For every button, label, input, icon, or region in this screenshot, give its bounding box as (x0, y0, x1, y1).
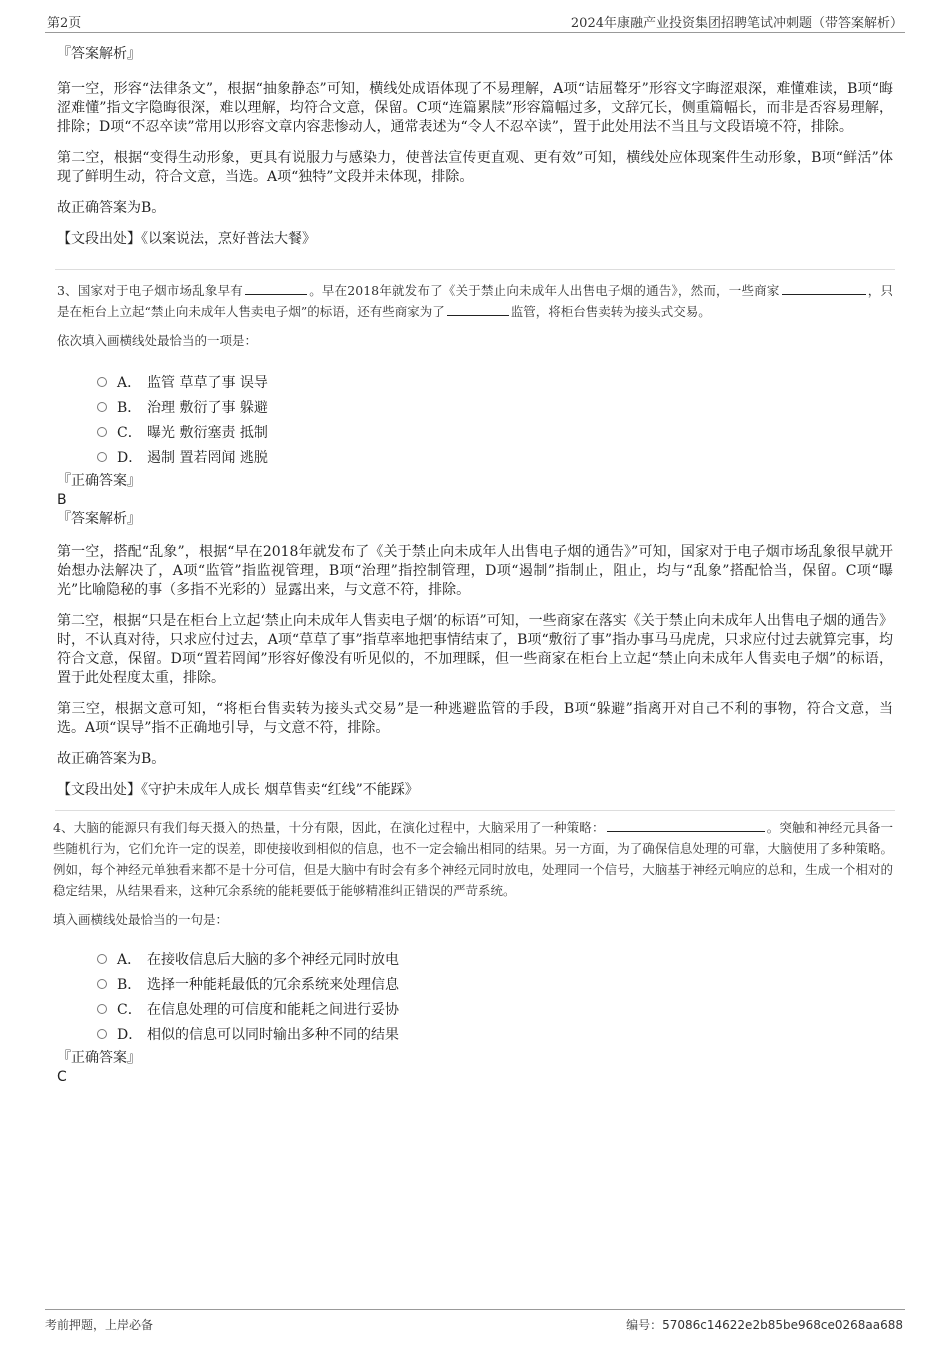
option-b[interactable]: B． 选择一种能耗最低的冗余系统来处理信息 (97, 971, 893, 996)
document-code (626, 1316, 903, 1333)
code-label: 编号： (626, 1318, 663, 1332)
blank-line (245, 282, 307, 295)
q4-section (53, 817, 893, 1086)
analysis-paragraph: 第一空，搭配“乱象”，根据“早在2018年就发布了《关于禁止向未成年人出售电子烟的通告》”可知，国家对于电子烟市场乱象很早就开始想办法解决了，A项“监管”指监视管理，B项“治理”指控制管理，D项“遏制”指制止，阻止，均与“乱象”搭配恰当，保留。C项“曝光”比喻隐秘的事（多指不光彩的）显露出来，与文意不符，排除。 (57, 544, 893, 598)
answer-label: 『正确答案』 (57, 473, 141, 489)
radio-icon[interactable] (97, 954, 107, 964)
analysis-paragraph: 第三空，根据文意可知，“将柜台售卖转为接头式交易”是一种逃避监管的手段，B项“躲避”指离开对自己不利的事物，符合文意，当选。A项“误导”指不正确地引导，与文意不符，排除。 (57, 701, 893, 736)
question-text: 3、国家对于电子烟市场乱象早有 。早在2018年就发布了《关于禁止向未成年人出售电子烟的通告》，然而，一些商家 ，只是在柜台上立起“禁止向未成年人售卖电子烟”的标语，还有些商家为了 监管，将柜台售卖转为接头式交易。 (57, 283, 893, 319)
answer-label: 『正确答案』 (57, 1050, 141, 1066)
blank-line (607, 819, 765, 832)
option-b[interactable]: B． 治理 敷衍了事 躲避 (97, 394, 893, 419)
radio-icon[interactable] (97, 402, 107, 412)
document-title: 2024年康融产业投资集团招聘笔试冲刺题（带答案解析） (570, 16, 903, 31)
source-citation: 【文段出处】《以案说法，烹好普法大餐》 (57, 231, 316, 247)
option-a[interactable]: A． 监管 草草了事 误导 (97, 369, 893, 394)
radio-icon[interactable] (97, 1029, 107, 1039)
question-text: 4、大脑的能源只有我们每天摄入的热量，十分有限，因此，在演化过程中，大脑采用了一种策略： 。突触和神经元具备一些随机行为，它们允许一定的误差，即使接收到相似的信息，也不一定会输出相同的结果。另一方面，为了确保信息处理的可靠，大脑使用了多种策略。例如，每个神经元单独看来都不是十分可信，但是大脑中有时会有多个神经元同时放电，处理同一个信号，大脑基于神经元响应的总和，生成一个相对的稳定结果，从结果看来，这种冗余系统的能耗要低于能够精准纠正错误的严苛系统。 (53, 820, 893, 898)
analysis-paragraph: 第二空，根据“变得生动形象，更具有说服力与感染力，使普法宣传更直观、更有效”可知，横线处应体现案件生动形象，B项“鲜活”体现了鲜明生动，符合文意，当选。A项“独特”文段并未体现，排除。 (57, 150, 893, 185)
section-divider (55, 269, 895, 270)
correct-answer: C (57, 1069, 67, 1085)
analysis-label: 『答案解析』 (57, 46, 141, 62)
page-footer (45, 1309, 905, 1335)
blank-line (447, 303, 509, 316)
analysis-conclusion: 故正确答案为B。 (57, 751, 166, 767)
correct-answer: B (57, 492, 67, 508)
option-c[interactable]: C． 曝光 敷衍塞责 抵制 (97, 419, 893, 444)
analysis-paragraph: 第二空，根据“只是在柜台上立起‘禁止向未成年人售卖电子烟’的标语”可知，一些商家在落实《关于禁止向未成年人出售电子烟的通告》时，不认真对待，只求应付过去，A项“草草了事”指草率地把事情结束了，B项“敷衍了事”指办事马马虎虎，只求应付过去就算完事，均符合文意，保留。D项“置若罔闻”形容好像没有听见似的，不加理睬，但一些商家在柜台上立起“禁止向未成年人售卖电子烟”的标语，置于此处程度太重，排除。 (57, 613, 893, 686)
section-divider (55, 810, 895, 811)
analysis-paragraph: 第一空，形容“法律条文”，根据“抽象静态”可知，横线处成语体现了不易理解，A项“诘屈聱牙”形容文字晦涩艰深，难懂难读，B项“晦涩难懂”指文字隐晦很深，难以理解，均符合文意，保留。C项“连篇累牍”形容篇幅过多，文辞冗长，侧重篇幅长，而非是否容易理解，排除；D项“不忍卒读”常用以形容文章内容悲惨动人，通常表述为“令人不忍卒读”，置于此处用法不当且与文段语境不符，排除。 (57, 81, 893, 135)
option-a[interactable]: A． 在接收信息后大脑的多个神经元同时放电 (97, 946, 893, 971)
radio-icon[interactable] (97, 427, 107, 437)
question-prompt: 依次填入画横线处最恰当的一项是： (57, 333, 258, 348)
option-d[interactable]: D． 遏制 置若罔闻 逃脱 (97, 444, 893, 469)
option-d[interactable]: D． 相似的信息可以同时输出多种不同的结果 (97, 1021, 893, 1046)
options-list (97, 369, 893, 469)
radio-icon[interactable] (97, 1004, 107, 1014)
footer-slogan: 考前押题，上岸必备 (45, 1318, 154, 1332)
page-header (45, 12, 905, 33)
code-value: 57086c14622e2b85be968ce0268aa688 (662, 1318, 903, 1332)
q3-section (57, 280, 893, 800)
blank-line (782, 282, 866, 295)
source-citation: 【文段出处】《守护未成年人成长 烟草售卖“红线”不能踩》 (57, 782, 419, 798)
main-content (53, 44, 893, 1086)
question-prompt: 填入画横线处最恰当的一句是： (53, 912, 229, 927)
analysis-conclusion: 故正确答案为B。 (57, 200, 166, 216)
radio-icon[interactable] (97, 377, 107, 387)
analysis-label: 『答案解析』 (57, 511, 141, 527)
radio-icon[interactable] (97, 452, 107, 462)
q2-section (57, 44, 893, 249)
option-c[interactable]: C． 在信息处理的可信度和能耗之间进行妥协 (97, 996, 893, 1021)
options-list (97, 946, 893, 1046)
page-number: 第2页 (47, 16, 82, 31)
radio-icon[interactable] (97, 979, 107, 989)
